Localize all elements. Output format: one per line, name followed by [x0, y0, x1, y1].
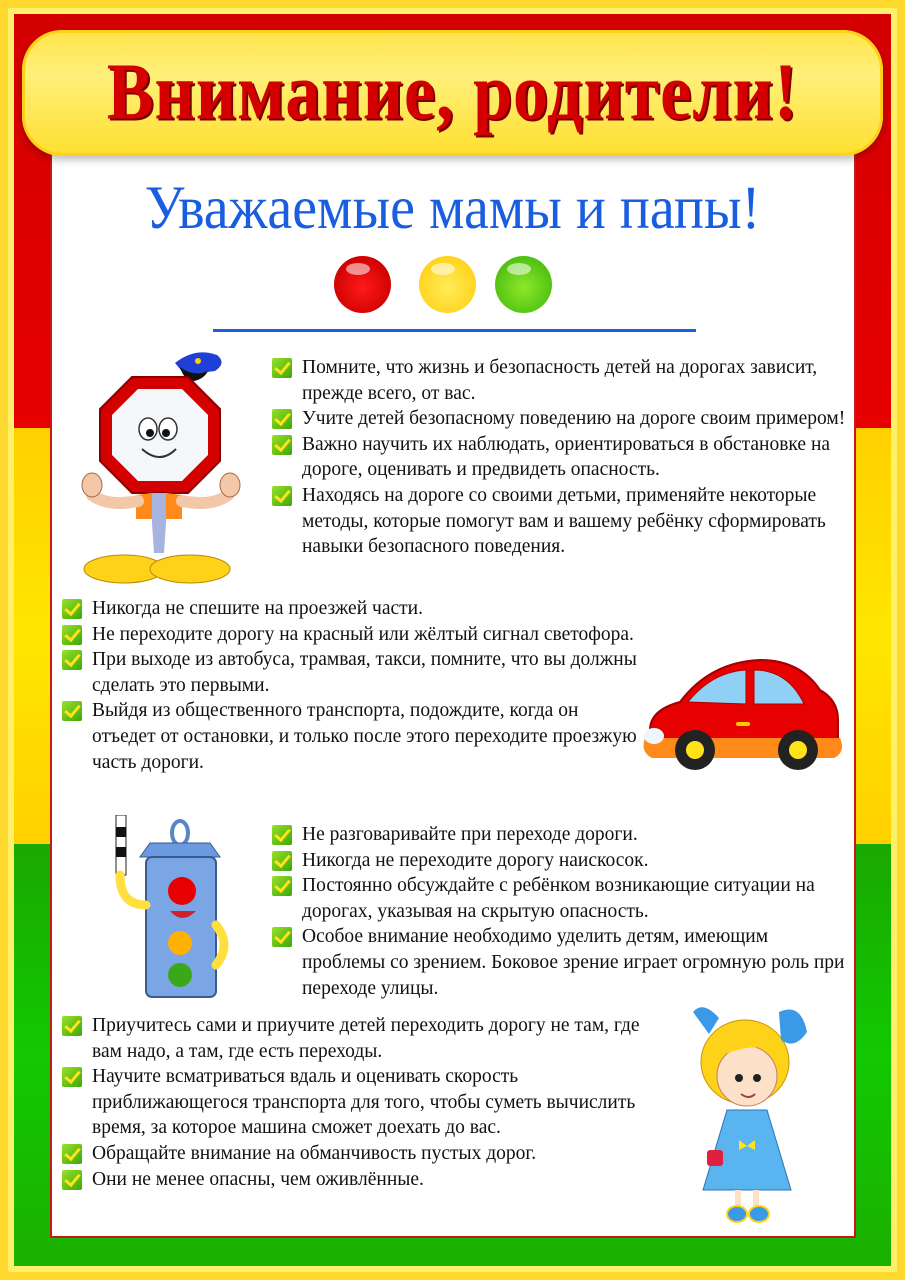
red-light-icon [334, 256, 391, 313]
list-item: Не переходите дорогу на красный или жёлтый сигнал светофора. [62, 622, 642, 648]
checkbox-icon [62, 650, 82, 670]
traffic-lights-decoration [334, 256, 552, 313]
red-car-icon [640, 650, 845, 775]
checkbox-icon [272, 825, 292, 845]
divider-line [213, 329, 696, 332]
green-light-icon [495, 256, 552, 313]
list-item: Помните, что жизнь и безопасность детей на дорогах зависит, прежде всего, от вас. [272, 355, 852, 406]
girl-character-icon [683, 1000, 813, 1230]
list-item: Выйдя из общественного транспорта, подождите, когда он отъедет от остановки, и только после этого переходите проезжую часть дороги. [62, 698, 642, 775]
list-item: Постоянно обсуждайте с ребёнком возникающие ситуации на дорогах, указывая на скрытую опасность. [272, 873, 852, 924]
page-title: Внимание, родители! [106, 48, 799, 137]
list-item: Они не менее опасны, чем оживлённые. [62, 1167, 642, 1193]
list-item: Особое внимание необходимо уделить детям, имеющим проблемы со зрением. Боковое зрение играет огромную роль при переходе улицы. [272, 924, 852, 1001]
checkbox-icon [62, 701, 82, 721]
checkbox-icon [272, 486, 292, 506]
checkbox-icon [62, 599, 82, 619]
advice-list-3 [272, 822, 852, 1001]
checkbox-icon [272, 435, 292, 455]
title-banner [22, 30, 883, 156]
list-item: Обращайте внимание на обманчивость пустых дорог. [62, 1141, 642, 1167]
list-item: Никогда не спешите на проезжей части. [62, 596, 642, 622]
checkbox-icon [272, 927, 292, 947]
checkbox-icon [62, 1170, 82, 1190]
list-item: Важно научить их наблюдать, ориентироваться в обстановке на дороге, оценивать и предвидеть опасность. [272, 432, 852, 483]
stop-sign-character-icon [80, 345, 250, 585]
checkbox-icon [272, 876, 292, 896]
checkbox-icon [62, 1067, 82, 1087]
checkbox-icon [62, 1016, 82, 1036]
list-item: Научите всматриваться вдаль и оценивать скорость приближающегося транспорта для того, чтобы суметь вычислить время, за которое машина сможет доехать до вас. [62, 1064, 642, 1141]
list-item: Не разговаривайте при переходе дороги. [272, 822, 852, 848]
yellow-light-icon [419, 256, 476, 313]
checkbox-icon [62, 625, 82, 645]
advice-list-1 [272, 355, 852, 560]
checkbox-icon [62, 1144, 82, 1164]
traffic-light-character-icon [100, 815, 240, 1005]
advice-list-4 [62, 1013, 642, 1192]
checkbox-icon [272, 409, 292, 429]
list-item: Никогда не переходите дорогу наискосок. [272, 848, 852, 874]
checkbox-icon [272, 358, 292, 378]
list-item: Учите детей безопасному поведению на дороге своим примером! [272, 406, 852, 432]
list-item: При выходе из автобуса, трамвая, такси, помните, что вы должны сделать это первыми. [62, 647, 642, 698]
advice-list-2 [62, 596, 642, 775]
list-item: Приучитесь сами и приучите детей переходить дорогу не там, где вам надо, а там, где есть переходы. [62, 1013, 642, 1064]
subtitle: Уважаемые мамы и папы! [144, 173, 761, 243]
list-item: Находясь на дороге со своими детьми, применяйте некоторые методы, которые помогут вам и вашему ребёнку сформировать навыки безопасного поведения. [272, 483, 852, 560]
checkbox-icon [272, 851, 292, 871]
